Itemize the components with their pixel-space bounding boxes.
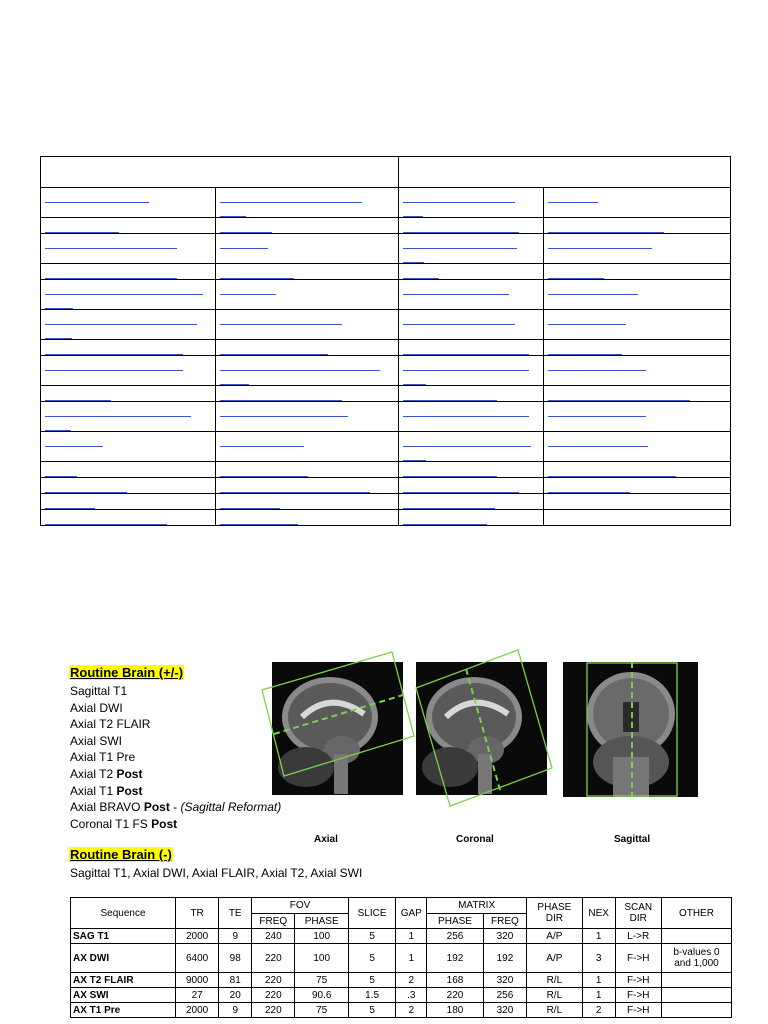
index-row <box>41 310 731 340</box>
mri-axial-planning-image <box>272 662 403 795</box>
index-cell <box>544 510 731 526</box>
parameter-table <box>70 897 732 1018</box>
col-matrix: MATRIX <box>427 898 527 914</box>
param-cell-fov-phase: 100 <box>295 929 349 944</box>
index-cell <box>41 386 216 402</box>
param-cell-seq: SAG T1 <box>71 929 176 944</box>
index-cell <box>399 510 544 526</box>
index-link[interactable] <box>45 497 95 509</box>
index-link[interactable] <box>403 513 487 525</box>
index-cell <box>544 432 731 462</box>
axial-label: Axial <box>314 834 338 845</box>
index-link-continuation[interactable] <box>403 251 424 263</box>
col-gap: GAP <box>396 898 427 929</box>
param-cell-m-freq: 256 <box>483 988 526 1003</box>
index-cell <box>216 234 399 264</box>
col-other: OTHER <box>661 898 731 929</box>
param-cell-nex: 3 <box>582 944 615 973</box>
index-cell <box>544 188 731 218</box>
param-cell-m-freq: 320 <box>483 1003 526 1018</box>
param-cell-phase-dir: R/L <box>527 1003 583 1018</box>
col-scan-dir: SCAN DIR <box>615 898 661 929</box>
index-link[interactable] <box>403 435 531 447</box>
sequence-item <box>70 783 281 800</box>
index-link[interactable] <box>403 313 515 325</box>
param-cell-phase-dir: R/L <box>527 988 583 1003</box>
index-cell <box>544 310 731 340</box>
param-cell-tr: 27 <box>176 988 219 1003</box>
index-cell <box>399 310 544 340</box>
index-cell <box>216 478 399 494</box>
index-row <box>41 264 731 280</box>
index-link-continuation[interactable] <box>403 373 426 385</box>
param-cell-scan-dir: F->H <box>615 944 661 973</box>
param-cell-tr: 2000 <box>176 929 219 944</box>
index-cell <box>399 218 544 234</box>
sequence-text: Post <box>151 816 178 831</box>
param-cell-fov-phase: 100 <box>295 944 349 973</box>
index-row <box>41 234 731 264</box>
index-cell <box>399 188 544 218</box>
index-cell <box>41 218 216 234</box>
param-cell-te: 9 <box>219 1003 252 1018</box>
index-row <box>41 280 731 310</box>
col-fov: FOV <box>252 898 349 914</box>
param-cell-gap: .3 <box>396 988 427 1003</box>
index-link[interactable] <box>220 497 280 509</box>
index-row <box>41 356 731 386</box>
index-cell <box>216 280 399 310</box>
index-link[interactable] <box>45 435 103 447</box>
index-link[interactable] <box>220 389 342 401</box>
parameter-row <box>71 973 732 988</box>
sequence-text: Coronal T1 FS <box>70 816 152 831</box>
index-link[interactable] <box>548 405 646 417</box>
index-link[interactable] <box>45 313 197 325</box>
index-cell <box>41 402 216 432</box>
param-cell-nex: 2 <box>582 1003 615 1018</box>
index-link[interactable] <box>45 389 111 401</box>
index-link[interactable] <box>45 191 149 203</box>
param-cell-te: 20 <box>219 988 252 1003</box>
index-link[interactable] <box>220 221 272 233</box>
sequence-text: Axial T2 FLAIR <box>70 717 151 732</box>
index-link[interactable] <box>403 497 495 509</box>
index-link[interactable] <box>220 313 342 325</box>
param-cell-tr: 6400 <box>176 944 219 973</box>
param-cell-m-freq: 320 <box>483 973 526 988</box>
index-link[interactable] <box>548 191 598 203</box>
index-cell <box>399 340 544 356</box>
param-cell-scan-dir: F->H <box>615 973 661 988</box>
index-link[interactable] <box>220 343 328 355</box>
index-link[interactable] <box>548 221 664 233</box>
param-cell-tr: 9000 <box>176 973 219 988</box>
index-link[interactable] <box>45 465 77 477</box>
mri-sagittal-planning-image <box>563 662 698 797</box>
param-cell-gap: 2 <box>396 1003 427 1018</box>
index-cell <box>216 432 399 462</box>
index-link[interactable] <box>403 465 497 477</box>
index-cell <box>544 340 731 356</box>
index-link[interactable] <box>403 359 529 371</box>
coronal-label: Coronal <box>456 834 494 845</box>
param-cell-other <box>661 973 731 988</box>
sequence-item <box>70 716 281 733</box>
index-cell <box>544 478 731 494</box>
index-row <box>41 386 731 402</box>
index-cell <box>216 264 399 280</box>
index-header-right <box>399 157 731 188</box>
param-cell-m-phase: 256 <box>427 929 484 944</box>
index-link-continuation[interactable] <box>45 327 72 339</box>
index-link[interactable] <box>548 481 630 493</box>
index-cell <box>41 432 216 462</box>
index-cell <box>544 462 731 478</box>
index-link-continuation[interactable] <box>403 205 423 217</box>
index-link[interactable] <box>548 465 676 477</box>
index-link-continuation[interactable] <box>45 419 71 431</box>
col-te: TE <box>219 898 252 929</box>
sequence-item <box>70 733 281 750</box>
param-cell-te: 98 <box>219 944 252 973</box>
index-cell <box>399 356 544 386</box>
index-link[interactable] <box>220 283 276 295</box>
index-link[interactable] <box>45 267 177 279</box>
index-cell <box>41 188 216 218</box>
index-cell <box>399 432 544 462</box>
index-cell <box>544 280 731 310</box>
index-cell <box>544 264 731 280</box>
col-fov-freq: FREQ <box>252 914 295 929</box>
index-cell <box>41 478 216 494</box>
index-link-continuation[interactable] <box>45 297 73 309</box>
sequence-text: Axial BRAVO <box>70 800 144 815</box>
index-cell <box>399 402 544 432</box>
index-row <box>41 402 731 432</box>
index-link[interactable] <box>45 283 203 295</box>
index-cell <box>399 264 544 280</box>
index-link[interactable] <box>220 481 370 493</box>
index-cell <box>216 356 399 386</box>
index-row <box>41 510 731 526</box>
index-link[interactable] <box>403 283 509 295</box>
param-cell-m-phase: 180 <box>427 1003 484 1018</box>
param-cell-slice: 5 <box>348 944 395 973</box>
index-cell <box>216 462 399 478</box>
protocol-title-minus: Routine Brain (-) <box>70 847 172 862</box>
col-matrix-freq: FREQ <box>483 914 526 929</box>
parameter-row <box>71 988 732 1003</box>
col-matrix-phase: PHASE <box>427 914 484 929</box>
index-link[interactable] <box>403 221 519 233</box>
index-cell <box>41 234 216 264</box>
index-row <box>41 478 731 494</box>
param-cell-seq: AX SWI <box>71 988 176 1003</box>
sequence-item <box>70 749 281 766</box>
index-cell <box>544 386 731 402</box>
sagittal-label: Sagittal <box>614 834 651 845</box>
param-cell-gap: 2 <box>396 973 427 988</box>
index-link[interactable] <box>548 343 622 355</box>
index-cell <box>544 494 731 510</box>
param-cell-m-phase: 192 <box>427 944 484 973</box>
index-cell <box>216 510 399 526</box>
index-header-left <box>41 157 399 188</box>
index-link[interactable] <box>45 405 191 417</box>
col-slice: SLICE <box>348 898 395 929</box>
index-cell <box>41 356 216 386</box>
index-link-continuation[interactable] <box>220 373 249 385</box>
param-cell-tr: 2000 <box>176 1003 219 1018</box>
mri-coronal-planning-image <box>416 662 547 795</box>
index-link[interactable] <box>45 237 177 249</box>
index-cell <box>399 280 544 310</box>
index-cell <box>41 310 216 340</box>
index-link[interactable] <box>548 435 648 447</box>
index-link[interactable] <box>220 465 308 477</box>
index-cell <box>399 234 544 264</box>
index-link[interactable] <box>403 267 439 279</box>
sequence-text: Axial T2 <box>70 766 117 781</box>
col-fov-phase: PHASE <box>295 914 349 929</box>
parameter-row <box>71 1003 732 1018</box>
index-cell <box>399 478 544 494</box>
index-cell <box>544 234 731 264</box>
index-cell <box>216 218 399 234</box>
param-cell-scan-dir: L->R <box>615 929 661 944</box>
index-cell <box>216 340 399 356</box>
index-cell <box>216 494 399 510</box>
sequence-text: Axial T1 <box>70 783 117 798</box>
sequence-text: - <box>169 800 181 815</box>
param-cell-fov-freq: 220 <box>252 1003 295 1018</box>
param-cell-m-freq: 320 <box>483 929 526 944</box>
index-link[interactable] <box>548 283 638 295</box>
param-cell-slice: 5 <box>348 1003 395 1018</box>
index-link[interactable] <box>220 237 268 249</box>
protocol-title-plus-minus: Routine Brain (+/-) <box>70 665 184 680</box>
param-cell-scan-dir: F->H <box>615 988 661 1003</box>
index-link[interactable] <box>403 191 515 203</box>
index-link[interactable] <box>403 389 497 401</box>
protocol-summary: Sagittal T1, Axial DWI, Axial FLAIR, Axial T2, Axial SWI <box>70 866 363 880</box>
index-row <box>41 462 731 478</box>
index-row <box>41 432 731 462</box>
sequence-item <box>70 799 281 816</box>
col-tr: TR <box>176 898 219 929</box>
index-row <box>41 188 731 218</box>
param-cell-slice: 5 <box>348 973 395 988</box>
index-link[interactable] <box>548 359 646 371</box>
index-cell <box>399 386 544 402</box>
index-cell <box>41 340 216 356</box>
param-cell-phase-dir: R/L <box>527 973 583 988</box>
param-cell-fov-phase: 75 <box>295 1003 349 1018</box>
parameter-row <box>71 944 732 973</box>
sequence-text: Post <box>116 783 143 798</box>
index-link[interactable] <box>548 237 652 249</box>
index-link[interactable] <box>45 221 119 233</box>
param-cell-other <box>661 1003 731 1018</box>
index-link[interactable] <box>220 191 362 203</box>
index-cell <box>544 218 731 234</box>
param-cell-gap: 1 <box>396 929 427 944</box>
param-cell-nex: 1 <box>582 973 615 988</box>
sequence-text: (Sagittal Reformat) <box>180 800 282 815</box>
index-cell <box>41 280 216 310</box>
param-cell-scan-dir: F->H <box>615 1003 661 1018</box>
param-cell-other <box>661 929 731 944</box>
index-cell <box>41 462 216 478</box>
param-cell-fov-freq: 220 <box>252 973 295 988</box>
index-link[interactable] <box>548 389 690 401</box>
param-cell-other <box>661 988 731 1003</box>
param-cell-fov-phase: 75 <box>295 973 349 988</box>
index-link[interactable] <box>220 359 380 371</box>
sequence-text: Axial SWI <box>70 733 123 748</box>
index-cell <box>216 402 399 432</box>
index-link[interactable] <box>45 359 183 371</box>
param-cell-slice: 1.5 <box>348 988 395 1003</box>
index-link[interactable] <box>220 513 298 525</box>
index-cell <box>399 494 544 510</box>
index-cell <box>216 310 399 340</box>
parameter-table-body <box>71 929 732 1018</box>
index-cell <box>216 386 399 402</box>
param-cell-m-freq: 192 <box>483 944 526 973</box>
index-table <box>40 156 731 526</box>
param-cell-seq: AX T2 FLAIR <box>71 973 176 988</box>
index-body <box>41 188 731 526</box>
col-phase-dir: PHASE DIR <box>527 898 583 929</box>
sequence-item <box>70 816 281 833</box>
param-cell-nex: 1 <box>582 929 615 944</box>
index-cell <box>41 510 216 526</box>
index-row <box>41 494 731 510</box>
index-link[interactable] <box>403 237 517 249</box>
index-cell <box>544 402 731 432</box>
param-cell-phase-dir: A/P <box>527 929 583 944</box>
index-row <box>41 340 731 356</box>
col-nex: NEX <box>582 898 615 929</box>
sequence-item <box>70 683 281 700</box>
param-cell-gap: 1 <box>396 944 427 973</box>
param-cell-fov-phase: 90.6 <box>295 988 349 1003</box>
col-sequence: Sequence <box>71 898 176 929</box>
sequence-text: Axial T1 Pre <box>70 750 136 765</box>
index-cell <box>216 188 399 218</box>
index-cell <box>41 264 216 280</box>
parameter-row <box>71 929 732 944</box>
index-link[interactable] <box>220 267 294 279</box>
param-cell-m-phase: 220 <box>427 988 484 1003</box>
index-link[interactable] <box>220 405 348 417</box>
index-link[interactable] <box>403 405 529 417</box>
sequence-text: Post <box>143 800 170 815</box>
sequence-item <box>70 766 281 783</box>
index-link[interactable] <box>45 343 183 355</box>
index-link[interactable] <box>45 513 167 525</box>
sequence-text: Sagittal T1 <box>70 684 128 698</box>
index-link[interactable] <box>220 435 304 447</box>
param-cell-m-phase: 168 <box>427 973 484 988</box>
index-link-continuation[interactable] <box>220 205 246 217</box>
index-link-continuation[interactable] <box>403 449 426 461</box>
index-cell <box>399 462 544 478</box>
index-link[interactable] <box>548 267 604 279</box>
index-link[interactable] <box>45 481 127 493</box>
param-cell-slice: 5 <box>348 929 395 944</box>
param-cell-phase-dir: A/P <box>527 944 583 973</box>
sequence-list <box>70 683 281 832</box>
param-cell-fov-freq: 240 <box>252 929 295 944</box>
param-cell-other: b-values 0 and 1,000 <box>661 944 731 973</box>
index-link[interactable] <box>403 343 529 355</box>
param-cell-fov-freq: 220 <box>252 944 295 973</box>
sequence-item <box>70 700 281 717</box>
index-link[interactable] <box>403 481 519 493</box>
index-link[interactable] <box>548 313 626 325</box>
index-cell <box>41 494 216 510</box>
param-cell-te: 9 <box>219 929 252 944</box>
index-row <box>41 218 731 234</box>
param-cell-nex: 1 <box>582 988 615 1003</box>
param-cell-seq: AX DWI <box>71 944 176 973</box>
param-cell-fov-freq: 220 <box>252 988 295 1003</box>
sequence-text: Axial DWI <box>70 700 123 715</box>
param-cell-seq: AX T1 Pre <box>71 1003 176 1018</box>
param-cell-te: 81 <box>219 973 252 988</box>
index-cell <box>544 356 731 386</box>
sequence-text: Post <box>116 766 143 781</box>
